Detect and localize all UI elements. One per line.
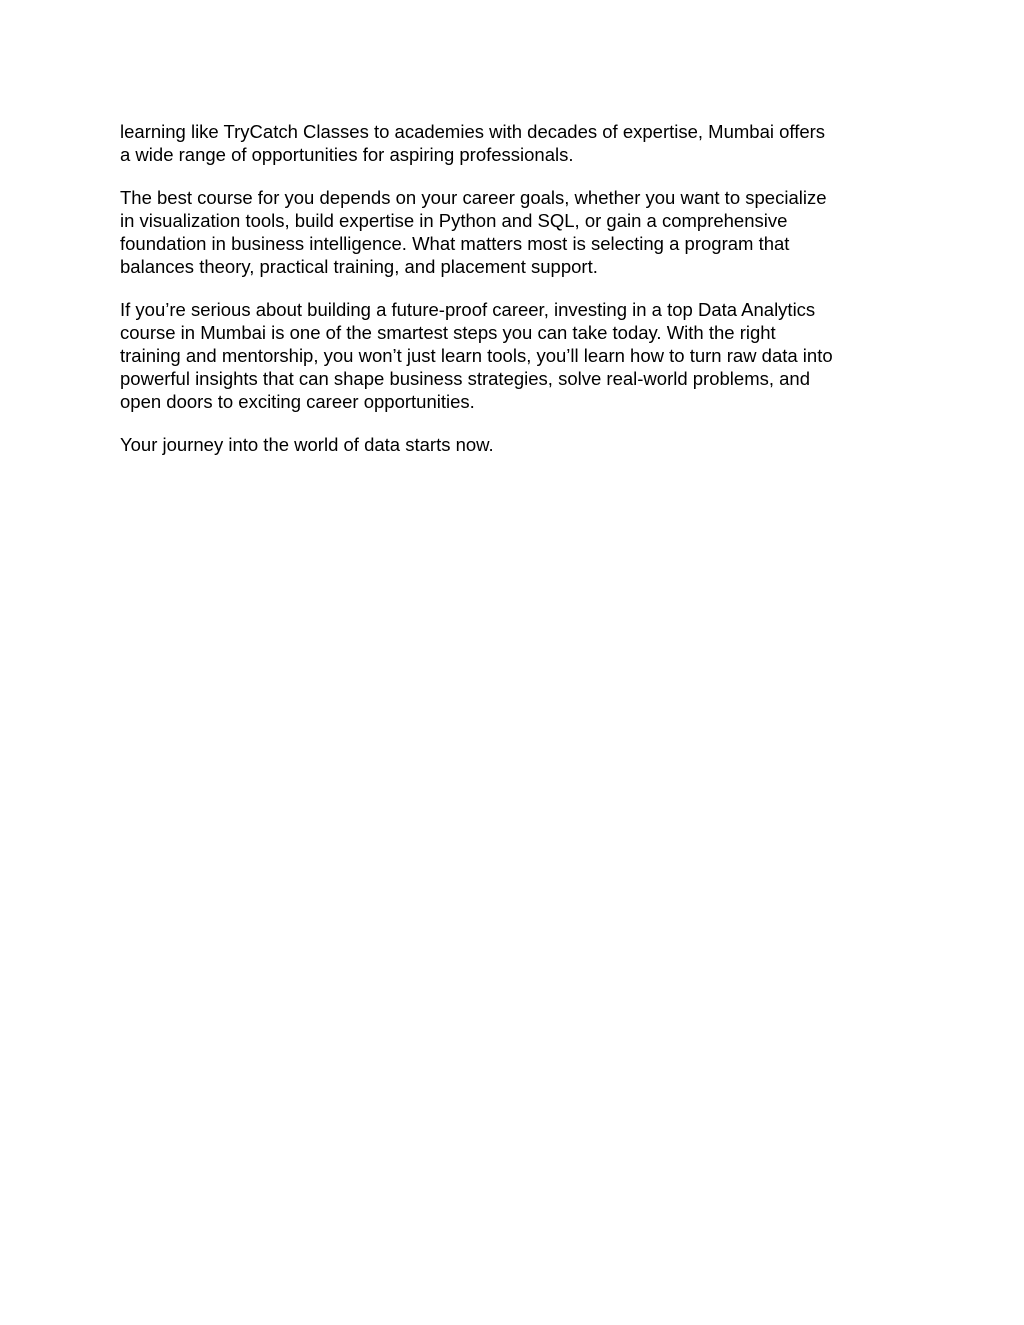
text-line: in visualization tools, build expertise in Python and SQL, or gain a comprehensive bbox=[120, 210, 788, 231]
paragraph bbox=[120, 186, 910, 278]
text-line: foundation in business intelligence. What matters most is selecting a program that bbox=[120, 233, 790, 254]
document-content bbox=[120, 120, 910, 476]
paragraph bbox=[120, 433, 910, 456]
text-line: The best course for you depends on your career goals, whether you want to specialize bbox=[120, 187, 827, 208]
text-line: training and mentorship, you won’t just learn tools, you’ll learn how to turn raw data into bbox=[120, 345, 833, 366]
text-line: course in Mumbai is one of the smartest steps you can take today. With the right bbox=[120, 322, 776, 343]
text-line: open doors to exciting career opportunities. bbox=[120, 391, 475, 412]
text-line: powerful insights that can shape business strategies, solve real-world problems, and bbox=[120, 368, 811, 389]
paragraph bbox=[120, 120, 910, 166]
text-line: balances theory, practical training, and placement support. bbox=[120, 256, 598, 277]
text-line: a wide range of opportunities for aspiring professionals. bbox=[120, 144, 574, 165]
paragraph bbox=[120, 298, 910, 413]
text-line: Your journey into the world of data starts now. bbox=[120, 434, 494, 455]
text-line: If you’re serious about building a future-proof career, investing in a top Data Analytics bbox=[120, 299, 816, 320]
text-line: learning like TryCatch Classes to academies with decades of expertise, Mumbai offers bbox=[120, 121, 826, 142]
